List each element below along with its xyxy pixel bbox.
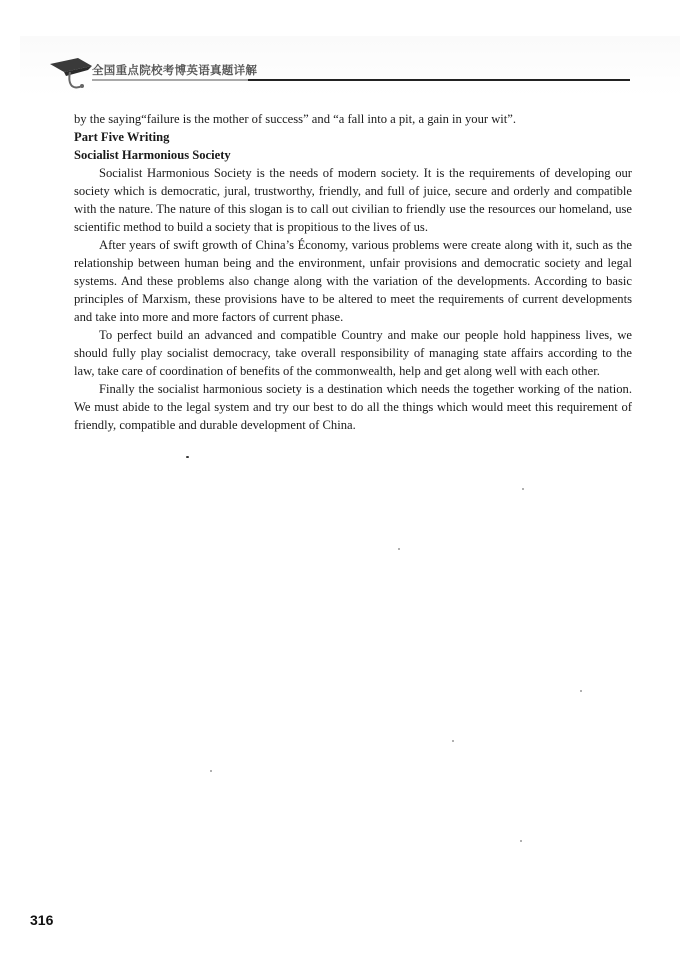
essay-paragraph: Finally the socialist harmonious society is a destination which needs the together working of the nation. We must abide to the legal system and try our best to do all the things which would meet this requirement of friendly, compatible and durable development of China.: [74, 382, 632, 432]
scan-speck: [522, 488, 524, 490]
scan-speck: [210, 770, 212, 772]
part-heading: Part Five Writing: [74, 130, 170, 144]
graduation-cap-icon: [48, 56, 94, 92]
continuation-text: by the saying“failure is the mother of success” and “a fall into a pit, a gain in your wit”.: [74, 112, 517, 126]
scan-speck: [452, 740, 454, 742]
page-content: [74, 110, 632, 434]
header-rule-extension: [248, 79, 630, 81]
header-rule: [92, 79, 248, 81]
scan-speck: [580, 690, 582, 692]
scan-speck: [398, 548, 400, 550]
scan-speck: [186, 456, 189, 458]
essay-title: Socialist Harmonious Society: [74, 148, 231, 162]
essay-paragraph: Socialist Harmonious Society is the needs of modern society. It is the requirements of developing our society which is democratic, jural, trustworthy, friendly, and full of juice, secure and orderly and compatible with the nature. The nature of this slogan is to call out civilian to friendly use the resources our homeland, use scientific method to build a society that is propitious to the lives of us.: [74, 166, 632, 234]
series-title: 全国重点院校考博英语真题详解: [92, 63, 258, 77]
page-number: 316: [30, 912, 54, 928]
essay-paragraph: After years of swift growth of China’s Économy, various problems were create along with it, such as the relationship between human being and the environment, unfair provisions and democratic society and legal systems. And these problems also change along with the variation of the developments. According to basic principles of Marxism, these provisions have to be altered to meet the requirements of current developments and take into more and more factors of current phase.: [74, 238, 632, 324]
scan-speck: [520, 840, 522, 842]
essay-paragraph: To perfect build an advanced and compatible Country and make our people hold happiness lives, we should fully play socialist democracy, take overall responsibility of managing state affairs according to the law, take care of coordination of benefits of the commonwealth, help and get along well with each other.: [74, 328, 632, 378]
